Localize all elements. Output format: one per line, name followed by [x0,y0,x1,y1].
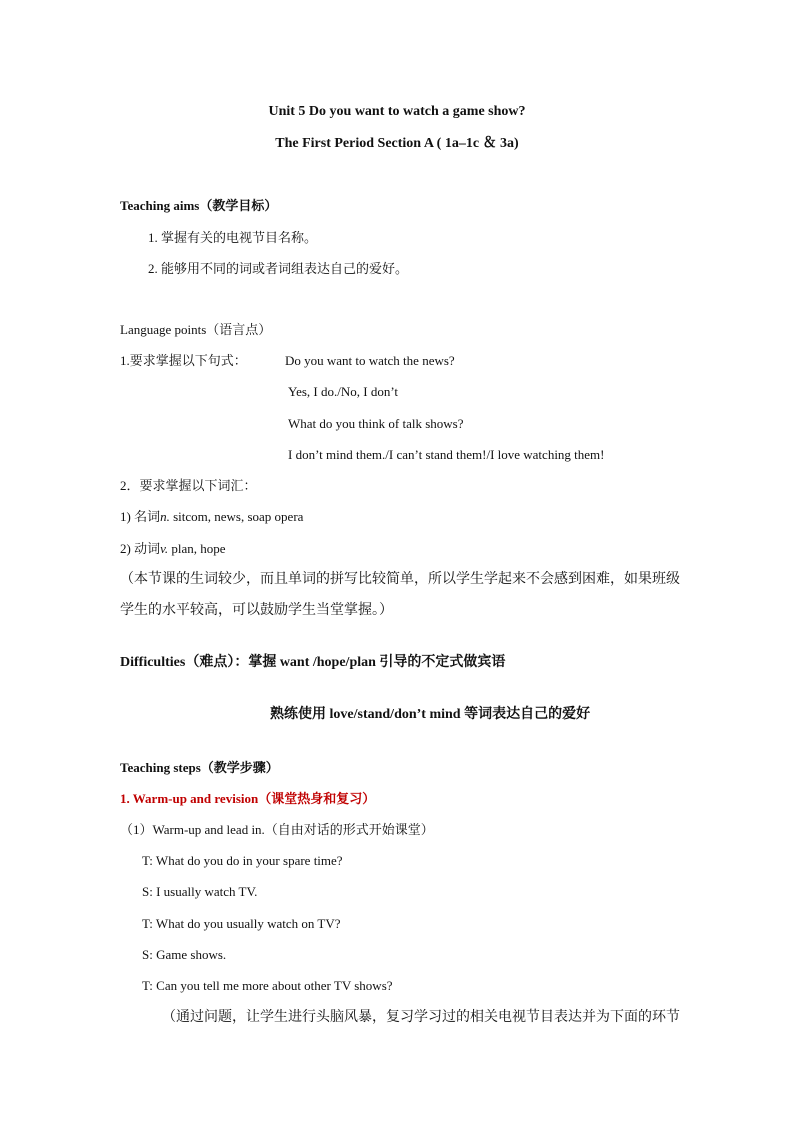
vocab-pos: n. [160,509,170,524]
teaching-steps-heading: Teaching steps（教学步骤） [120,760,279,775]
aim-item: 1. 掌握有关的电视节目名称。 [148,230,318,245]
vocab-words: plan, hope [168,541,226,556]
sentence-patterns-label: 1.要求掌握以下句式： [120,353,247,368]
teaching-aims-heading: Teaching aims（教学目标） [120,198,278,213]
difficulties-line: 熟练使用 love/stand/don’t mind 等词表达自己的爱好 [270,707,591,722]
step-note: （通过问题，让学生进行头脑风暴，复习学习过的相关电视节目表达并为下面的环节 [162,1010,680,1025]
vocab-prefix: 1) 名词 [120,509,161,524]
vocab-note-line: （本节课的生词较少，而且单词的拼写比较简单，所以学生学起来不会感到困难，如果班级 [120,572,680,587]
sentence-pattern: Do you want to watch the news? [285,353,455,368]
vocab-pos: v. [160,541,169,556]
dialogue-line: T: What do you do in your spare time? [142,853,343,868]
vocabulary-label: 2．要求掌握以下词汇： [120,478,257,493]
dialogue-line: T: Can you tell me more about other TV shows? [142,978,393,993]
sentence-pattern: Yes, I do./No, I don’t [288,384,399,399]
dialogue-line: T: What do you usually watch on TV? [142,916,341,931]
aim-item: 2. 能够用不同的词或者词组表达自己的爱好。 [148,261,409,276]
dialogue-line: S: Game shows. [142,947,227,962]
vocab-words: sitcom, news, soap opera [169,509,304,524]
vocab-nouns [120,508,303,526]
vocab-note-line: 学生的水平较高，可以鼓励学生当堂掌握。） [120,603,393,618]
vocab-verbs [120,540,226,558]
language-points-heading: Language points（语言点） [120,322,272,337]
sentence-pattern: What do you think of talk shows? [288,416,464,431]
step-1-sub-heading: （1）Warm-up and lead in.（自由对话的形式开始课堂） [120,822,434,837]
dialogue-line: S: I usually watch TV. [142,884,258,899]
sentence-pattern: I don’t mind them./I can’t stand them!/I love watching them! [288,447,605,462]
unit-title: Unit 5 Do you want to watch a game show? [268,104,526,119]
difficulties-line: Difficulties（难点）：掌握 want /hope/plan 引导的不定式做宾语 [120,655,506,670]
step-1-heading: 1. Warm-up and revision（课堂热身和复习） [120,791,376,806]
vocab-prefix: 2) 动词 [120,541,161,556]
period-title: The First Period Section A ( 1a–1c ＆ 3a) [275,136,519,151]
